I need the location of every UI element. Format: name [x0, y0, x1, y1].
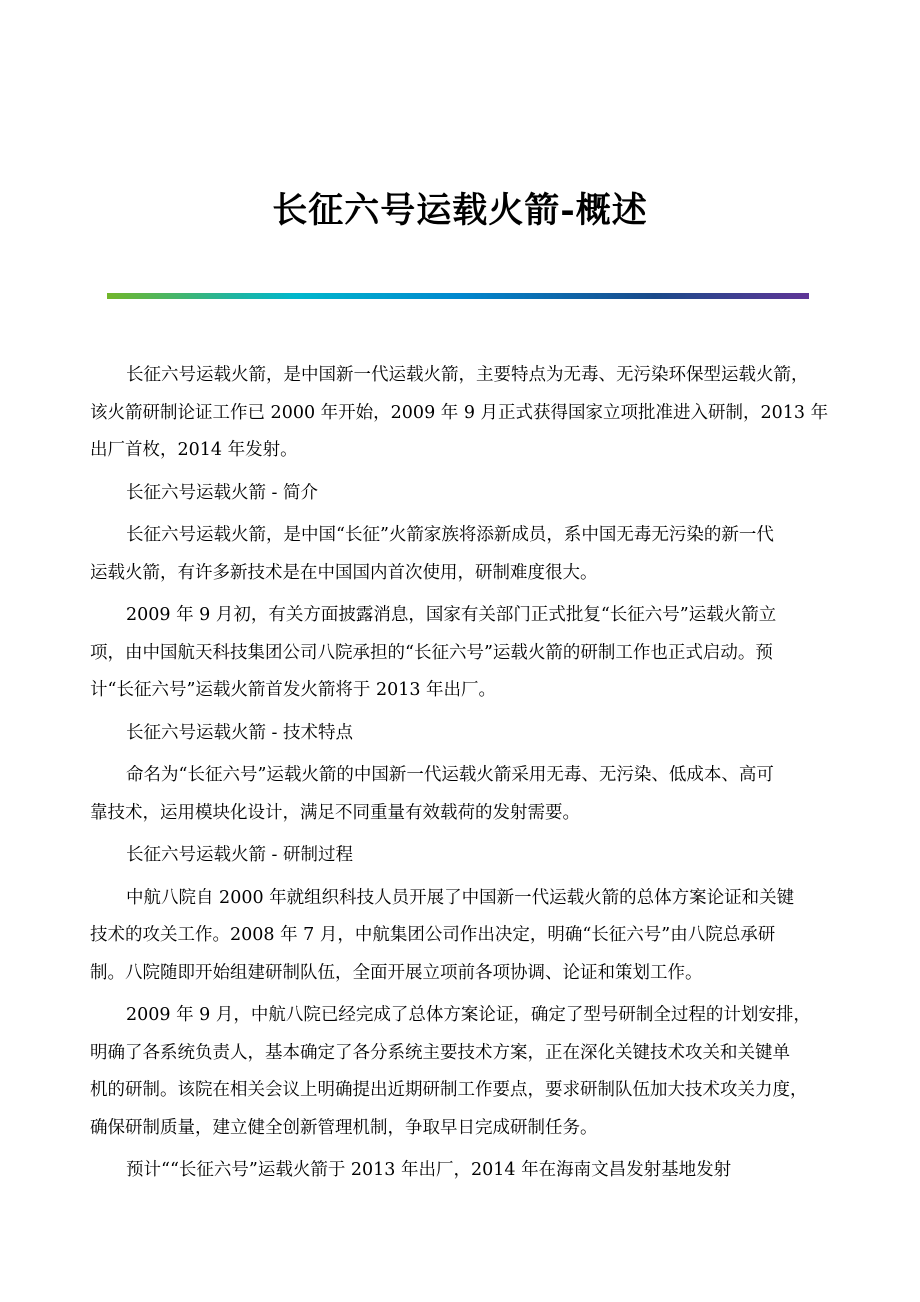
paragraph-line: 明确了各系统负责人，基本确定了各分系统主要技术方案，正在深化关键技术攻关和关键单 [90, 1042, 790, 1063]
paragraph [90, 757, 850, 832]
paragraph-line: 中航八院自 2000 年就组织科技人员开展了中国新一代运载火箭的总体方案论证和关键 [126, 887, 795, 908]
paragraph [90, 1152, 850, 1190]
paragraph-line: 2009 年 9 月初，有关方面披露消息，国家有关部门正式批复“长征六号”运载火箭立 [126, 605, 777, 625]
paragraph-line: 长征六号运载火箭 - 研制过程 [126, 845, 354, 865]
paragraph-line: 长征六号运载火箭 - 简介 [126, 482, 319, 503]
paragraph-line: 2009 年 9 月，中航八院已经完成了总体方案论证，确定了型号研制全过程的计划安排， [126, 1005, 811, 1025]
paragraph [90, 475, 850, 513]
paragraph [90, 880, 850, 993]
paragraph [90, 715, 850, 753]
paragraph [90, 837, 850, 875]
paragraph-line: 长征六号运载火箭 - 技术特点 [126, 722, 354, 743]
gradient-divider [107, 293, 809, 299]
paragraph-line: 该火箭研制论证工作已 2000 年开始，2009 年 9 月正式获得国家立项批准进入研制，2013 年 [90, 402, 829, 423]
paragraph-line: 预计““长征六号”运载火箭于 2013 年出厂，2014 年在海南文昌发射基地发射 [126, 1160, 732, 1180]
paragraph-line: 计“长征六号”运载火箭首发火箭将于 2013 年出厂。 [90, 680, 497, 700]
paragraph [90, 357, 850, 470]
paragraph-line: 技术的攻关工作。2008 年 7 月，中航集团公司作出决定，明确“长征六号”由八院总承研 [90, 925, 776, 945]
paragraph-line: 确保研制质量，建立健全创新管理机制，争取早日完成研制任务。 [90, 1117, 598, 1138]
paragraph-line: 长征六号运载火箭，是中国新一代运载火箭，主要特点为无毒、无污染环保型运载火箭， [126, 365, 809, 385]
paragraph-line: 命名为“长征六号”运载火箭的中国新一代运载火箭采用无毒、无污染、低成本、高可 [126, 765, 774, 785]
paragraph [90, 517, 850, 592]
paragraph [90, 597, 850, 710]
paragraph-line: 运载火箭，有许多新技术是在中国国内首次使用，研制难度很大。 [90, 562, 598, 583]
paragraph-line: 项，由中国航天科技集团公司八院承担的“长征六号”运载火箭的研制工作也正式启动。预 [90, 642, 773, 663]
paragraph-line: 机的研制。该院在相关会议上明确提出近期研制工作要点，要求研制队伍加大技术攻关力度， [90, 1080, 808, 1100]
paragraph-line: 靠技术，运用模块化设计，满足不同重量有效载荷的发射需要。 [90, 802, 580, 823]
paragraph-line: 长征六号运载火箭，是中国“长征”火箭家族将添新成员，系中国无毒无污染的新一代 [126, 525, 774, 545]
paragraph [90, 997, 850, 1147]
document-body [90, 357, 850, 1195]
document-title: 长征六号运载火箭-概述 [272, 190, 648, 231]
paragraph-line: 出厂首枚，2014 年发射。 [90, 440, 298, 460]
paragraph-line: 制。八院随即开始组建研制队伍，全面开展立项前各项协调、论证和策划工作。 [90, 962, 703, 983]
